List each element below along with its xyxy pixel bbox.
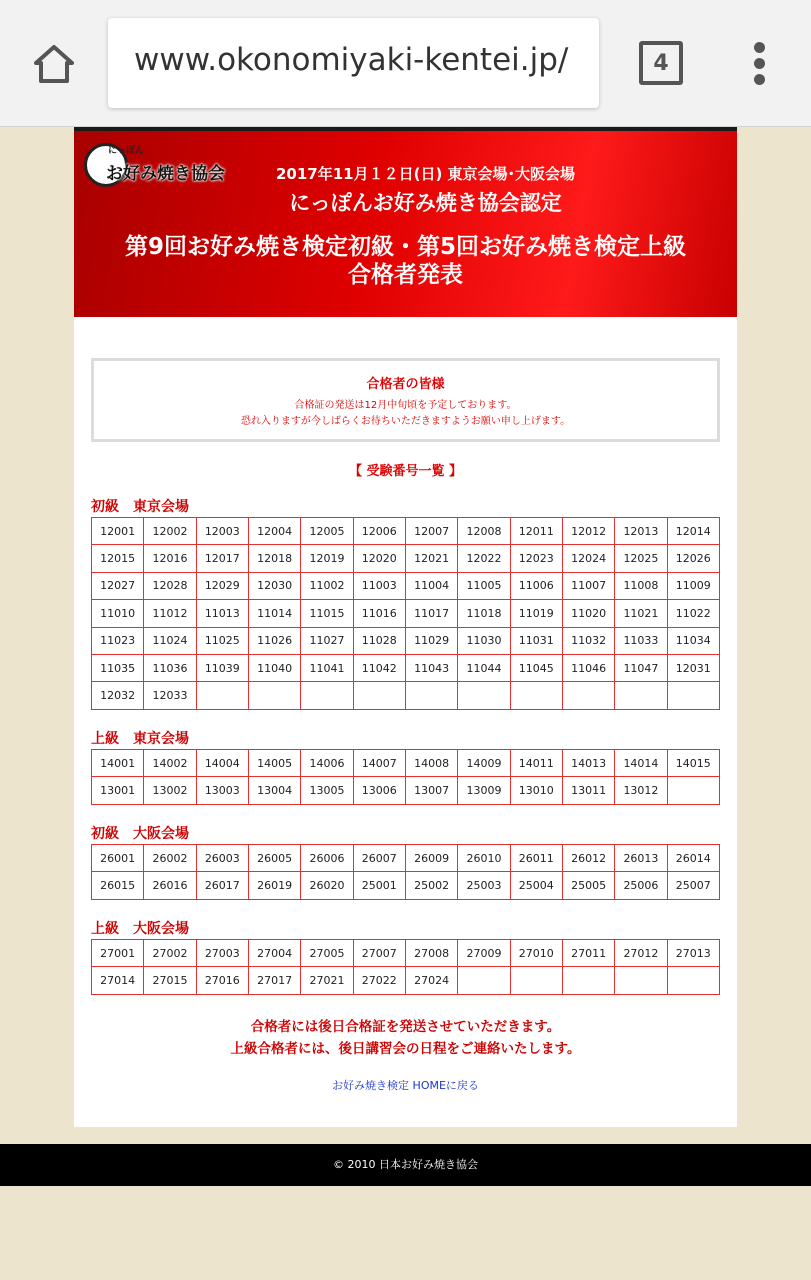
number-table (91, 749, 720, 805)
exam-number-cell: 11010 (92, 600, 144, 627)
exam-number-cell: 26001 (92, 845, 144, 872)
exam-number-cell: 11006 (510, 572, 562, 599)
hero-banner (74, 127, 737, 317)
exam-number-cell: 27004 (248, 940, 300, 967)
exam-number-cell: 12028 (144, 572, 196, 599)
exam-number-cell: 14011 (510, 750, 562, 777)
exam-number-cell: 11021 (615, 600, 667, 627)
exam-number-cell: 13004 (248, 777, 300, 804)
exam-number-cell: 27007 (353, 940, 405, 967)
exam-number-cell: 13002 (144, 777, 196, 804)
exam-number-cell: 11031 (510, 627, 562, 654)
exam-number-cell: 11015 (301, 600, 353, 627)
table-row (92, 682, 720, 709)
section-advanced-osaka (91, 919, 720, 995)
exam-number-cell: 12007 (405, 518, 457, 545)
exam-number-cell: 25001 (353, 872, 405, 899)
exam-number-cell (196, 682, 248, 709)
exam-number-cell: 13005 (301, 777, 353, 804)
exam-number-cell: 14001 (92, 750, 144, 777)
exam-number-cell: 11024 (144, 627, 196, 654)
table-row (92, 600, 720, 627)
exam-number-cell: 12021 (405, 545, 457, 572)
exam-number-cell: 11032 (562, 627, 614, 654)
exam-number-cell: 27022 (353, 967, 405, 994)
exam-number-cell: 27003 (196, 940, 248, 967)
exam-number-cell (667, 967, 719, 994)
exam-number-cell: 11005 (458, 572, 510, 599)
exam-number-cell: 11007 (562, 572, 614, 599)
exam-date: 2017年11月１２日(日) 東京会場･大阪会場 (275, 165, 576, 183)
exam-number-cell: 25005 (562, 872, 614, 899)
exam-number-cell: 26014 (667, 845, 719, 872)
exam-number-cell: 12030 (248, 572, 300, 599)
browser-toolbar (0, 0, 811, 127)
exam-number-cell: 27008 (405, 940, 457, 967)
exam-number-cell: 11045 (510, 654, 562, 681)
exam-number-cell: 27017 (248, 967, 300, 994)
list-title: 【 受験番号一覧 】 (348, 464, 463, 479)
exam-number-cell: 27002 (144, 940, 196, 967)
exam-number-cell: 27014 (92, 967, 144, 994)
exam-number-cell: 12032 (92, 682, 144, 709)
exam-number-cell: 11009 (667, 572, 719, 599)
exam-number-cell: 11029 (405, 627, 457, 654)
number-table (91, 517, 720, 710)
table-row (92, 777, 720, 804)
exam-number-cell: 26003 (196, 845, 248, 872)
exam-number-cell: 12033 (144, 682, 196, 709)
exam-number-cell (615, 967, 667, 994)
exam-number-cell: 14008 (405, 750, 457, 777)
exam-number-cell: 26007 (353, 845, 405, 872)
exam-number-cell: 11019 (510, 600, 562, 627)
table-row (92, 872, 720, 899)
association-logo: にっぽん お好み焼き協会 (84, 143, 224, 191)
tab-switcher-button[interactable] (639, 41, 683, 85)
exam-number-cell: 25007 (667, 872, 719, 899)
exam-number-cell: 12024 (562, 545, 614, 572)
exam-number-cell: 12027 (92, 572, 144, 599)
number-table (91, 939, 720, 995)
exam-number-cell: 12008 (458, 518, 510, 545)
exam-number-cell: 26017 (196, 872, 248, 899)
exam-number-cell: 11017 (405, 600, 457, 627)
overflow-menu-icon[interactable] (748, 42, 772, 86)
exam-number-cell: 11027 (301, 627, 353, 654)
exam-number-cell: 26019 (248, 872, 300, 899)
exam-number-cell (510, 682, 562, 709)
section-advanced-tokyo (91, 729, 720, 805)
exam-number-cell: 13011 (562, 777, 614, 804)
table-row (92, 967, 720, 994)
exam-number-cell: 27024 (405, 967, 457, 994)
exam-number-cell: 12025 (615, 545, 667, 572)
exam-number-cell: 11039 (196, 654, 248, 681)
exam-number-cell: 26010 (458, 845, 510, 872)
exam-number-cell: 12019 (301, 545, 353, 572)
table-row (92, 627, 720, 654)
exam-number-cell: 25002 (405, 872, 457, 899)
table-row (92, 572, 720, 599)
notice-title: 合格者の皆様 (366, 377, 445, 392)
section-label: 上級 東京会場 (91, 731, 189, 747)
exam-number-cell: 26013 (615, 845, 667, 872)
exam-number-cell: 13012 (615, 777, 667, 804)
table-row (92, 940, 720, 967)
exam-number-cell: 11033 (615, 627, 667, 654)
exam-number-cell: 14013 (562, 750, 614, 777)
exam-number-cell: 12002 (144, 518, 196, 545)
hero-subtitle: にっぽんお好み焼き協会認定 (289, 191, 562, 215)
number-table (91, 844, 720, 900)
exam-number-cell: 26009 (405, 845, 457, 872)
exam-number-cell: 26006 (301, 845, 353, 872)
table-row (92, 750, 720, 777)
footer-copyright: © 2010 日本お好み焼き協会 (0, 1144, 811, 1186)
tab-count: 4 (653, 50, 669, 76)
exam-number-cell: 12022 (458, 545, 510, 572)
exam-number-cell: 12005 (301, 518, 353, 545)
exam-number-cell: 12014 (667, 518, 719, 545)
exam-number-cell: 12016 (144, 545, 196, 572)
exam-number-cell: 11043 (405, 654, 457, 681)
exam-number-cell: 27015 (144, 967, 196, 994)
table-row (92, 518, 720, 545)
exam-number-cell: 14014 (615, 750, 667, 777)
section-beginner-osaka (91, 824, 720, 900)
exam-number-cell (510, 967, 562, 994)
exam-number-cell: 11025 (196, 627, 248, 654)
address-bar[interactable] (108, 18, 599, 108)
notice-box (91, 358, 720, 442)
exam-number-cell: 14015 (667, 750, 719, 777)
section-label: 初級 東京会場 (91, 499, 189, 515)
exam-number-cell: 26015 (92, 872, 144, 899)
exam-number-cell: 13007 (405, 777, 457, 804)
exam-number-cell: 14004 (196, 750, 248, 777)
exam-number-cell: 11046 (562, 654, 614, 681)
exam-number-cell: 12004 (248, 518, 300, 545)
exam-number-cell: 13001 (92, 777, 144, 804)
exam-number-cell: 12029 (196, 572, 248, 599)
exam-number-cell: 12015 (92, 545, 144, 572)
exam-number-cell: 26012 (562, 845, 614, 872)
exam-number-cell: 11047 (615, 654, 667, 681)
exam-number-cell: 11020 (562, 600, 614, 627)
exam-number-cell: 12031 (667, 654, 719, 681)
exam-number-cell: 13003 (196, 777, 248, 804)
exam-number-cell: 27021 (301, 967, 353, 994)
exam-number-cell: 11004 (405, 572, 457, 599)
exam-number-cell: 11014 (248, 600, 300, 627)
exam-number-cell (562, 682, 614, 709)
exam-number-cell: 27001 (92, 940, 144, 967)
exam-number-cell: 12013 (615, 518, 667, 545)
exam-number-cell: 12026 (667, 545, 719, 572)
exam-number-cell: 27016 (196, 967, 248, 994)
exam-number-cell: 12020 (353, 545, 405, 572)
exam-number-cell: 11028 (353, 627, 405, 654)
exam-number-cell (562, 967, 614, 994)
exam-number-cell: 11003 (353, 572, 405, 599)
exam-number-cell (353, 682, 405, 709)
exam-number-cell: 12018 (248, 545, 300, 572)
exam-number-cell: 11044 (458, 654, 510, 681)
exam-number-cell (458, 967, 510, 994)
exam-number-cell: 26016 (144, 872, 196, 899)
table-row (92, 654, 720, 681)
exam-number-cell: 12023 (510, 545, 562, 572)
page-title: 第9回お好み焼き検定初級・第5回お好み焼き検定上級 合格者発表 (124, 234, 686, 288)
exam-number-cell: 11030 (458, 627, 510, 654)
exam-number-cell: 27011 (562, 940, 614, 967)
exam-number-cell: 12017 (196, 545, 248, 572)
table-row (92, 845, 720, 872)
exam-number-cell: 11035 (92, 654, 144, 681)
section-label: 上級 大阪会場 (91, 921, 189, 937)
exam-number-cell: 12012 (562, 518, 614, 545)
exam-number-cell: 12006 (353, 518, 405, 545)
exam-number-cell (301, 682, 353, 709)
exam-number-cell: 27005 (301, 940, 353, 967)
exam-number-cell: 13006 (353, 777, 405, 804)
exam-number-cell (667, 777, 719, 804)
exam-number-cell (615, 682, 667, 709)
exam-number-cell: 25004 (510, 872, 562, 899)
exam-number-cell: 11026 (248, 627, 300, 654)
exam-number-cell: 25003 (458, 872, 510, 899)
exam-number-cell: 26011 (510, 845, 562, 872)
exam-number-cell: 11040 (248, 654, 300, 681)
exam-number-cell: 26002 (144, 845, 196, 872)
exam-number-cell: 11013 (196, 600, 248, 627)
exam-number-cell: 11023 (92, 627, 144, 654)
exam-number-cell: 11018 (458, 600, 510, 627)
exam-number-cell: 11036 (144, 654, 196, 681)
exam-number-cell: 11042 (353, 654, 405, 681)
exam-number-cell: 14005 (248, 750, 300, 777)
notice-line: 恐れ入りますが今しばらくお待ちいただきますようお願い申し上げます。 (240, 416, 571, 427)
exam-number-cell: 27013 (667, 940, 719, 967)
exam-number-cell: 27010 (510, 940, 562, 967)
exam-number-cell: 11008 (615, 572, 667, 599)
url-text: www.okonomiyaki-kentei.jp/ (134, 42, 569, 78)
exam-number-cell: 27009 (458, 940, 510, 967)
exam-number-cell: 12001 (92, 518, 144, 545)
exam-number-cell: 11012 (144, 600, 196, 627)
exam-number-cell: 11034 (667, 627, 719, 654)
exam-number-cell: 11002 (301, 572, 353, 599)
section-label: 初級 大阪会場 (91, 826, 189, 842)
exam-number-cell: 14009 (458, 750, 510, 777)
exam-number-cell: 11022 (667, 600, 719, 627)
section-beginner-tokyo (91, 497, 720, 710)
exam-number-cell: 25006 (615, 872, 667, 899)
exam-number-cell: 26005 (248, 845, 300, 872)
closing-message: 合格者には後日合格証を発送させていただきます。 上級合格者には、後日講習会の日程をご連絡いたします。 (230, 1019, 581, 1057)
exam-number-cell: 11016 (353, 600, 405, 627)
exam-number-cell: 14007 (353, 750, 405, 777)
exam-number-cell (405, 682, 457, 709)
exam-number-cell: 12011 (510, 518, 562, 545)
table-row (92, 545, 720, 572)
exam-number-cell: 27012 (615, 940, 667, 967)
exam-number-cell: 14002 (144, 750, 196, 777)
exam-number-cell: 13010 (510, 777, 562, 804)
exam-number-cell: 13009 (458, 777, 510, 804)
exam-number-cell (458, 682, 510, 709)
exam-number-cell: 26020 (301, 872, 353, 899)
notice-line: 合格証の発送は12月中旬頃を予定しております。 (294, 400, 517, 411)
exam-number-cell: 11041 (301, 654, 353, 681)
home-link[interactable]: お好み焼き検定 HOMEに戻る (332, 1079, 479, 1092)
home-icon[interactable] (26, 36, 82, 92)
page-content (74, 127, 737, 1127)
exam-number-cell (667, 682, 719, 709)
exam-number-cell: 12003 (196, 518, 248, 545)
exam-number-cell: 14006 (301, 750, 353, 777)
exam-number-cell (248, 682, 300, 709)
